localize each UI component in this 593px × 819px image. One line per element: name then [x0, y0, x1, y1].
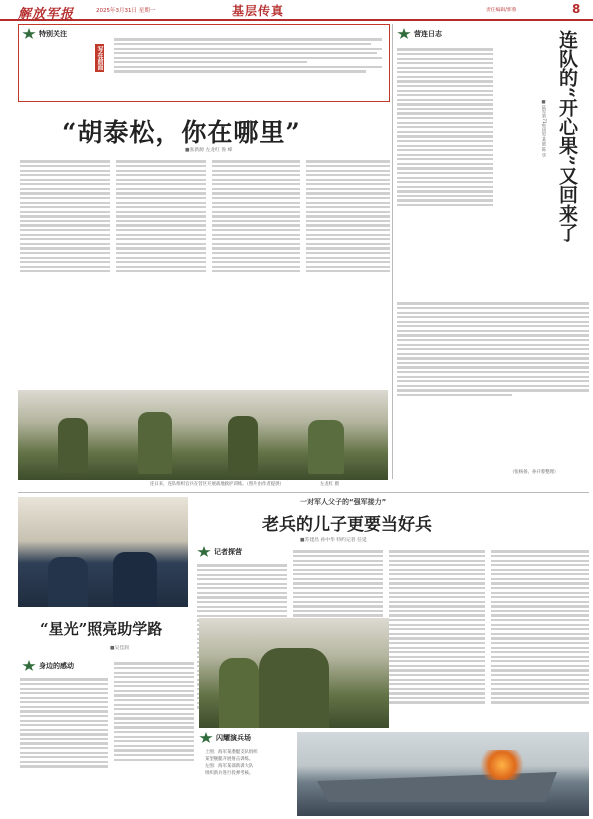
photo-sailor — [113, 552, 157, 607]
photo-sailor — [48, 557, 88, 607]
issue-date: 2025年3月31日 星期一 — [96, 8, 156, 14]
star-icon — [22, 660, 36, 672]
lower-left-body-col1 — [20, 676, 108, 770]
middle-byline: ■苏建昌 孙中华 特约记者 任延 — [300, 538, 367, 543]
feature-intro-text — [114, 36, 382, 75]
photo-figure — [219, 658, 259, 728]
column-right-byline: ■陆军第71集团军某旅 陈 华 — [541, 100, 546, 158]
photo-figure — [308, 420, 344, 474]
lower-left-byline: ■吴佳润 — [110, 646, 129, 651]
column-right-lead — [397, 46, 493, 209]
page-number: 8 — [572, 2, 581, 16]
feature-tag: 特别关注 — [22, 28, 67, 40]
middle-kicker: 一对军人父子的“强军接力” — [300, 498, 387, 506]
lower-left-tag: 身边的感动 — [22, 660, 74, 672]
feature-byline: ■张新源 左龙红 鲁 峰 — [185, 148, 233, 153]
column-right-body — [397, 300, 589, 399]
photo-figure — [228, 416, 258, 474]
lower-left-body-col2 — [114, 660, 194, 763]
feature-body-col4 — [306, 158, 390, 275]
feature-side-label: 写在前面 — [96, 46, 103, 70]
photo-feature-line-2: 某型舰艇开展射击训练。 — [205, 757, 254, 762]
ship-photo — [297, 732, 589, 816]
feature-body-col3 — [212, 158, 300, 275]
column-right-headline: 连队的“开心果”又回来了 — [556, 30, 578, 242]
photo-figure — [58, 418, 88, 473]
feature-photo — [18, 390, 388, 480]
middle-body-col4 — [491, 548, 589, 706]
middle-left-photo — [18, 497, 188, 607]
feature-photo-caption: 连日来，连队组织官兵在营区开展战地救护训练。（照片由作者提供） — [150, 482, 284, 487]
feature-body-col2 — [116, 158, 206, 275]
section-divider — [18, 492, 589, 493]
column-divider — [392, 24, 393, 479]
star-icon — [199, 732, 213, 744]
section-title: 基层传真 — [232, 4, 285, 18]
feature-headline: “胡泰松，你在哪里” — [62, 118, 301, 147]
photo-feature-line-3: 左图：海军某部新训大队 — [205, 764, 254, 769]
photo-feature-line-4: 组织新兵进行投弹考核。 — [205, 771, 254, 776]
newspaper-logo: 解放军报 — [18, 7, 75, 22]
photo-feature-line-1: 上图：海军某潜艇支队组织 — [205, 750, 258, 755]
middle-headline: 老兵的儿子更要当好兵 — [262, 515, 432, 535]
feature-body-col1 — [20, 158, 110, 275]
middle-tag: 记者探营 — [197, 546, 242, 558]
photo-figure — [259, 648, 329, 728]
photo-fire — [477, 750, 527, 780]
lower-photo — [199, 618, 389, 728]
responsible-editor: 责任编辑/郭蓉 — [486, 8, 517, 13]
column-right-sign: （张杨扬、孙开蓉整理） — [510, 470, 559, 475]
photo-feature-tag: 闪耀演兵场 — [199, 732, 251, 744]
feature-photo-credit: 左龙红 摄 — [320, 482, 339, 487]
lower-left-headline: “星光”照亮助学路 — [40, 620, 163, 638]
column-right-tag: 营连日志 — [397, 28, 442, 40]
star-icon — [197, 546, 211, 558]
star-icon — [397, 28, 411, 40]
photo-figure — [138, 412, 172, 474]
middle-body-col3 — [389, 548, 485, 706]
star-icon — [22, 28, 36, 40]
